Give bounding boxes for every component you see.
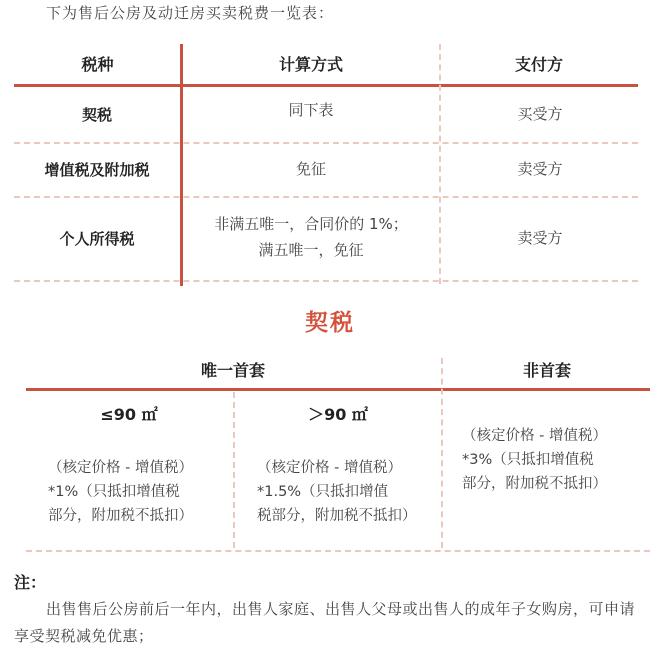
table-bottom-divider [26, 550, 650, 552]
row-divider [14, 280, 638, 282]
table-row-method: 同下表 [288, 101, 334, 119]
table-row-tax: 契税 [81, 105, 112, 124]
header-rule [26, 388, 650, 391]
formula-line: （核定价格 - 增值税） [462, 428, 607, 444]
formula-line: 税部分，附加税不抵扣） [257, 508, 417, 524]
formula-line: 部分，附加税不抵扣） [48, 508, 193, 524]
formula-block [257, 456, 441, 528]
header-first-home: 唯一首套 [200, 360, 265, 380]
deed-tax-title: 契税 [305, 310, 355, 336]
formula-block [462, 424, 650, 496]
header-tax-type: 税种 [81, 54, 114, 74]
note-label: 注： [14, 573, 47, 592]
formula-line: （核定价格 - 增值税） [48, 460, 193, 476]
formula-block [48, 456, 234, 528]
header-calc-method: 计算方式 [278, 54, 343, 74]
table-row-payer: 卖受方 [517, 229, 563, 247]
table-row-payer: 卖受方 [517, 160, 563, 178]
table-row-payer: 买受方 [517, 105, 563, 123]
area-label: ≤90 ㎡ [100, 405, 158, 424]
table-row-method-line: 满五唯一，免征 [258, 241, 364, 259]
header-payer: 支付方 [514, 54, 563, 74]
note-text: 出售售后公房前后一年内，出售人家庭、出售人父母或出售人的成年子女购房，可申请享受契税减免优惠； [14, 600, 636, 645]
area-label: ＞90 ㎡ [308, 405, 368, 424]
formula-line: （核定价格 - 增值税） [257, 460, 402, 476]
table-row-method-line: 非满五唯一，合同价的 1%； [214, 215, 408, 233]
column-rule [180, 44, 183, 286]
table-row-method: 免征 [295, 160, 326, 178]
header-non-first-home: 非首套 [522, 360, 571, 380]
formula-line: *1%（只抵扣增值税 [48, 484, 180, 500]
header-rule [14, 84, 638, 87]
column-divider [439, 44, 441, 284]
formula-line: *3%（只抵扣增值税 [462, 452, 594, 468]
table-row-tax: 个人所得税 [59, 229, 135, 248]
formula-line: *1.5%（只抵扣增值 [257, 484, 389, 500]
column-divider [441, 358, 443, 548]
formula-line: 部分，附加税不抵扣） [462, 476, 607, 492]
intro-text: 下为售后公房及动迁房买卖税费一览表： [46, 4, 335, 22]
table-row-tax: 增值税及附加税 [44, 160, 150, 179]
